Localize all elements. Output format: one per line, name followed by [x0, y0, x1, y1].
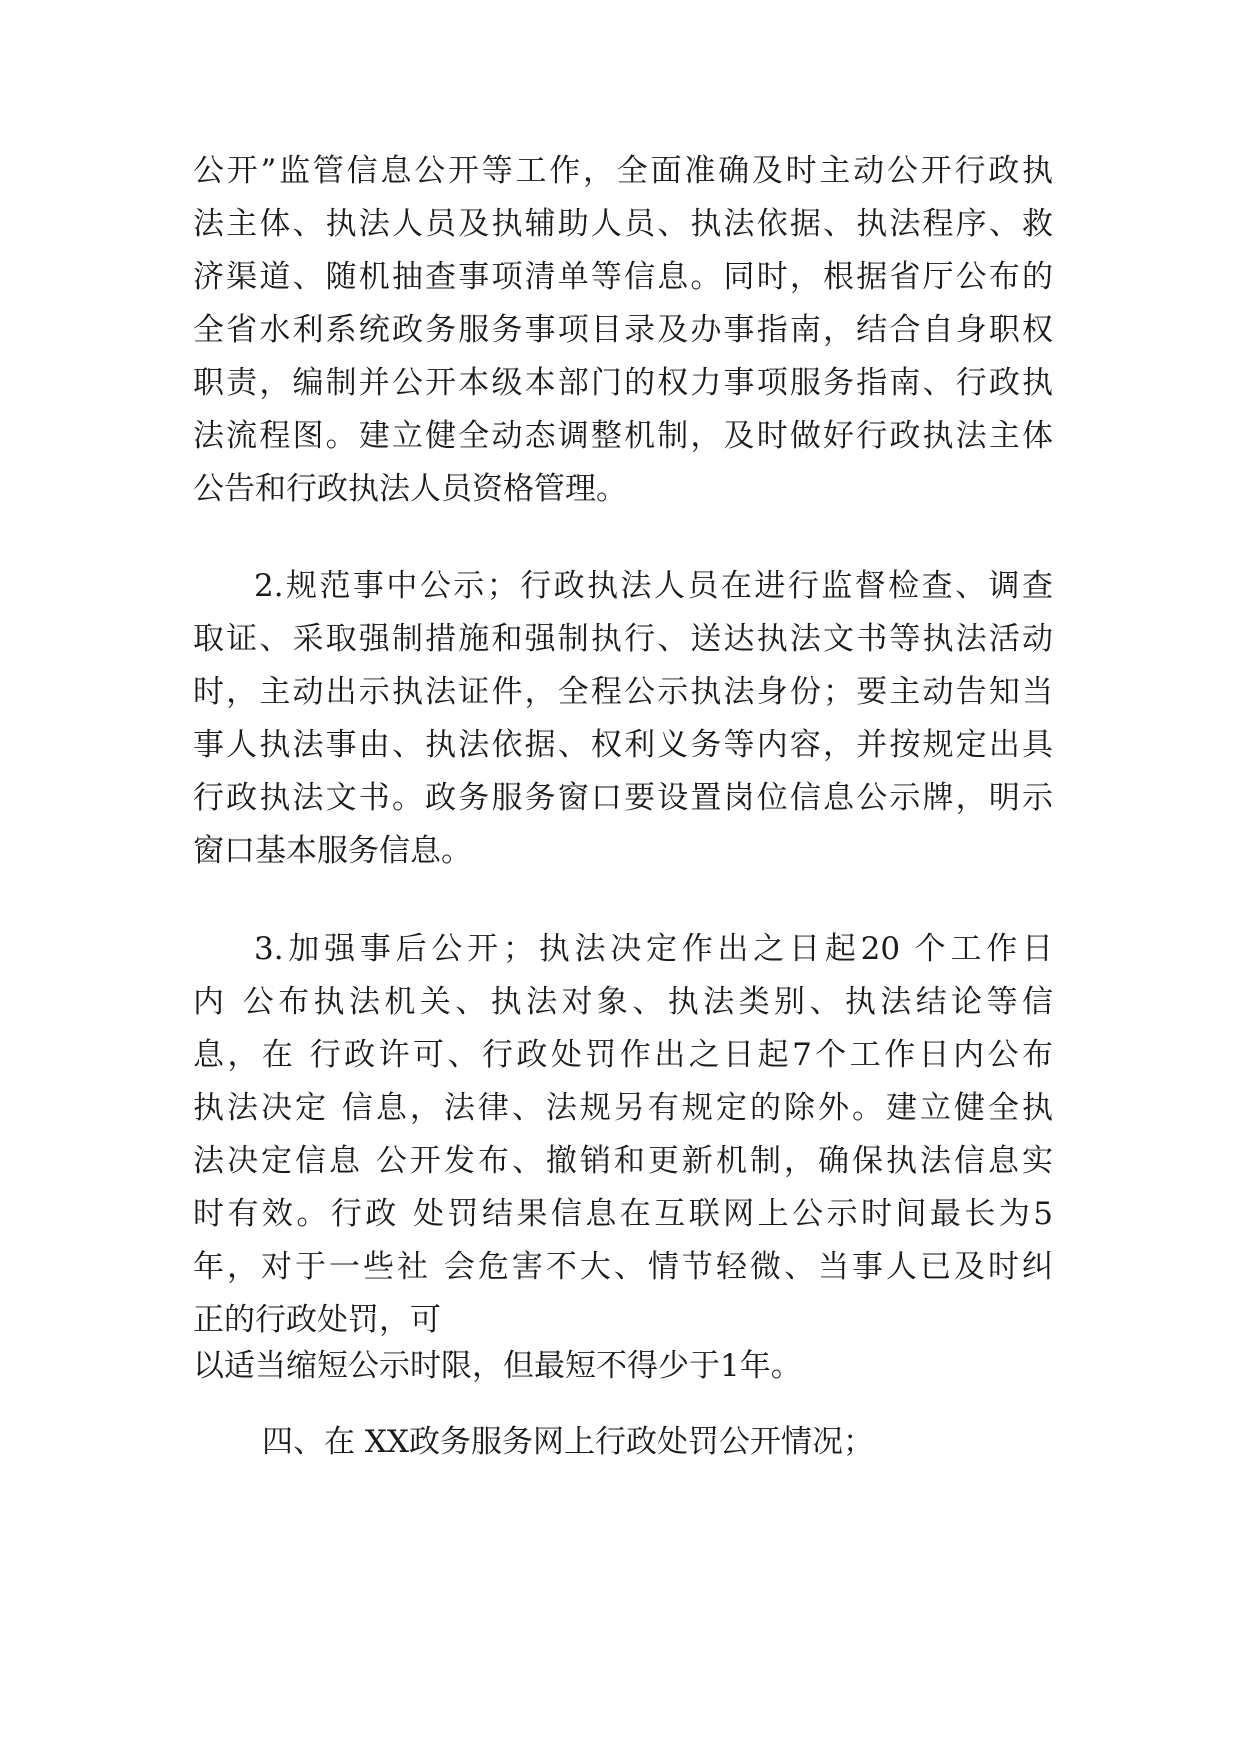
paragraph-1-line-3: 济渠道、随机抽查事项清单等信息。同时，根据省厅公布的: [193, 259, 1053, 295]
paragraph-3-line-7: 年，对于一些社 会危害不大、情节轻微、当事人已及时纠: [193, 1249, 1053, 1285]
paragraph-1-line-7: 公告和行政执法人员资格管理。: [193, 471, 627, 507]
paragraph-3-line-3: 息，在 行政许可、行政处罚作出之日起7个工作日内公布: [193, 1037, 1053, 1073]
paragraph-3-line-6: 时有效。行政 处罚结果信息在互联网上公示时间最长为5: [193, 1196, 1053, 1232]
paragraph-1-line-5: 职责，编制并公开本级本部门的权力事项服务指南、行政执: [193, 365, 1053, 401]
section-heading-4: 四、在 XX政务服务网上行政处罚公开情况；: [262, 1424, 874, 1460]
paragraph-2-line-5: 行政执法文书。政务服务窗口要设置岗位信息公示牌，明示: [193, 780, 1053, 816]
paragraph-2-line-1: 2.规范事中公示；行政执法人员在进行监督检查、调查: [254, 568, 1053, 604]
paragraph-2-line-3: 时，主动出示执法证件，全程公示执法身份；要主动告知当: [193, 674, 1053, 710]
paragraph-2-line-4: 事人执法事由、执法依据、权利义务等内容，并按规定出具: [193, 727, 1053, 763]
paragraph-1-line-4: 全省水利系统政务服务事项目录及办事指南，结合自身职权: [193, 312, 1053, 348]
paragraph-3-line-1: 3.加强事后公开；执法决定作出之日起20 个工作日: [254, 931, 1053, 967]
paragraph-3-line-8: 正的行政处罚，可: [193, 1302, 441, 1338]
paragraph-1-line-6: 法流程图。建立健全动态调整机制，及时做好行政执法主体: [193, 418, 1053, 454]
paragraph-3-line-9: 以适当缩短公示时限，但最短不得少于1年。: [193, 1348, 802, 1384]
paragraph-2-line-2: 取证、采取强制措施和强制执行、送达执法文书等执法活动: [193, 621, 1053, 657]
paragraph-3-line-5: 法决定信息 公开发布、撤销和更新机制，确保执法信息实: [193, 1143, 1053, 1179]
paragraph-2-line-6: 窗口基本服务信息。: [193, 833, 472, 869]
paragraph-1-line-2: 法主体、执法人员及执辅助人员、执法依据、执法程序、救: [193, 206, 1053, 242]
paragraph-3-line-2: 内 公布执法机关、执法对象、执法类别、执法结论等信: [193, 984, 1053, 1020]
paragraph-3-line-4: 执法决定 信息，法律、法规另有规定的除外。建立健全执: [193, 1090, 1053, 1126]
paragraph-1-line-1: 公开”监管信息公开等工作，全面准确及时主动公开行政执: [193, 153, 1053, 189]
